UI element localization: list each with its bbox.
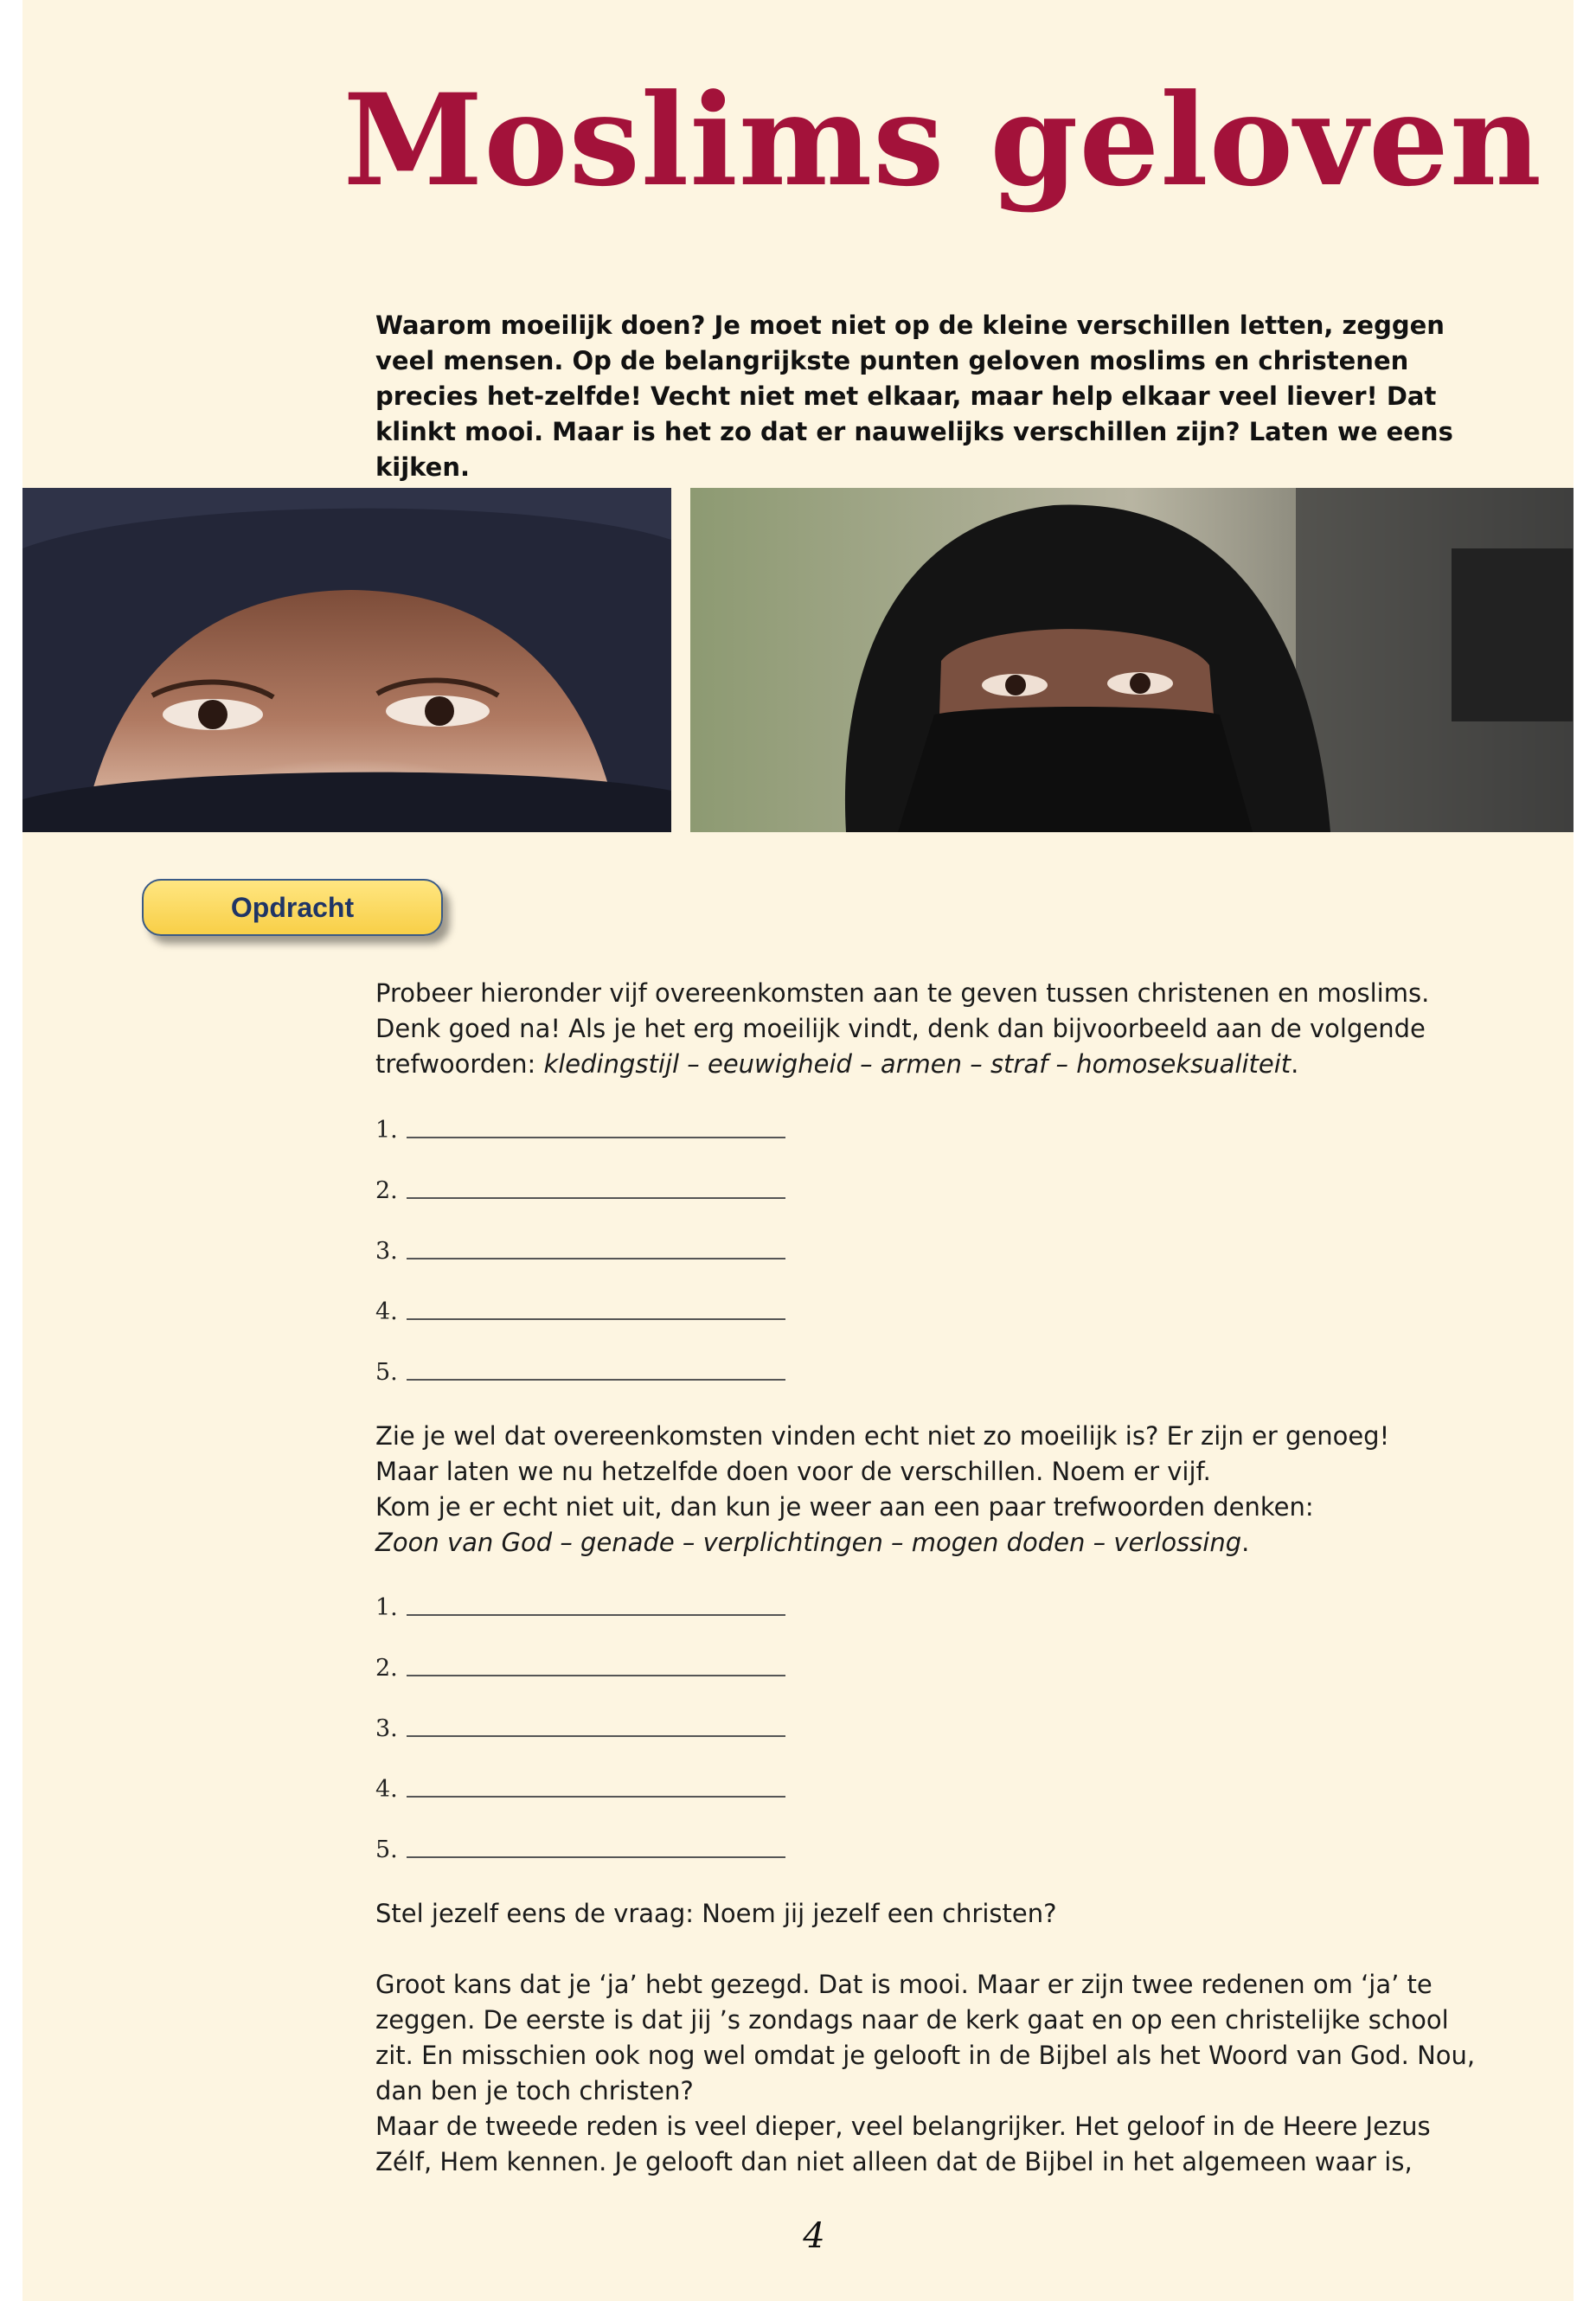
closing-p1: Groot kans dat je ‘ja’ hebt gezegd. Dat is mooi. Maar er zijn twee redenen om ‘ja’ te zeggen. De eerste is dat jij ’s zondags naar de kerk gaat en op een christelijke school zit. En misschien ook nog wel omdat je gelooft in de Bijbel als het Woord van God. Nou, dan ben je toch christen? bbox=[375, 1970, 1476, 2106]
intro-paragraph: Waarom moeilijk doen? Je moet niet op de kleine verschillen letten, zeggen veel mensen. Op de belangrijkste punten geloven moslims en christenen precies het-zelfde! Vecht niet met elkaar, maar help elkaar veel liever! Dat klinkt mooi. Maar is het zo dat er nauwelijks verschillen zijn? Laten we eens kijken. bbox=[375, 311, 1453, 482]
woman-niqab-photo bbox=[690, 488, 1574, 832]
answer-line[interactable] bbox=[407, 1796, 785, 1798]
similarities-list bbox=[375, 1081, 808, 1384]
answer-line[interactable] bbox=[407, 1137, 785, 1138]
list-item[interactable] bbox=[375, 1740, 808, 1801]
list-item[interactable] bbox=[375, 1142, 808, 1202]
list-item[interactable] bbox=[375, 1263, 808, 1324]
section2-line1: Zie je wel dat overeenkomsten vinden echt niet zo moeilijk is? Er zijn er genoeg! bbox=[375, 1421, 1390, 1451]
closing-p2: Maar de tweede reden is veel dieper, veel belangrijker. Het geloof in de Heere Jezus Zélf, Hem kennen. Je gelooft dan niet alleen dat de Bijbel in het algemeen waar is, bbox=[375, 2112, 1431, 2176]
answer-line[interactable] bbox=[407, 1675, 785, 1676]
list-item[interactable] bbox=[375, 1680, 808, 1740]
answer-line[interactable] bbox=[407, 1735, 785, 1737]
section2-end: . bbox=[1241, 1528, 1250, 1557]
section2-line2: Maar laten we nu hetzelfde doen voor de verschillen. Noem er vijf. bbox=[375, 1457, 1211, 1486]
list-item[interactable] bbox=[375, 1559, 808, 1619]
list-item[interactable] bbox=[375, 1081, 808, 1142]
closing-paragraph bbox=[375, 1967, 1491, 2180]
answer-line[interactable] bbox=[407, 1258, 785, 1259]
item-number: 4. bbox=[375, 1776, 398, 1803]
assignment-badge: Opdracht bbox=[142, 879, 443, 936]
question-paragraph: Stel jezelf eens de vraag: Noem jij jezelf een christen? bbox=[375, 1899, 1057, 1928]
section2-line3: Kom je er echt niet uit, dan kun je weer aan een paar trefwoorden denken: bbox=[375, 1492, 1314, 1522]
item-number: 1. bbox=[375, 1117, 398, 1144]
item-number: 1. bbox=[375, 1594, 398, 1621]
page-number: 4 bbox=[803, 2216, 825, 2256]
woman-eyes-veil-photo bbox=[22, 488, 671, 832]
answer-line[interactable] bbox=[407, 1614, 785, 1616]
item-number: 2. bbox=[375, 1655, 398, 1682]
differences-list bbox=[375, 1559, 808, 1862]
item-number: 3. bbox=[375, 1238, 398, 1265]
section1-text: Probeer hieronder vijf overeenkomsten aan te geven tussen christenen en moslims. Denk goed na! Als je het erg moeilijk vindt, denk dan bijvoorbeeld aan de volgende trefwoorden: bbox=[375, 978, 1430, 1079]
answer-line[interactable] bbox=[407, 1856, 785, 1858]
item-number: 3. bbox=[375, 1715, 398, 1742]
list-item[interactable] bbox=[375, 1202, 808, 1263]
section2-paragraph bbox=[375, 1419, 1491, 1561]
section1-keywords: kledingstijl – eeuwigheid – armen – straf – homoseksualiteit bbox=[543, 1049, 1292, 1079]
section1-paragraph bbox=[375, 976, 1491, 1082]
page bbox=[22, 0, 1574, 2301]
answer-line[interactable] bbox=[407, 1197, 785, 1199]
page-title: Moslims geloven bbox=[343, 67, 1542, 215]
list-item[interactable] bbox=[375, 1619, 808, 1680]
answer-line[interactable] bbox=[407, 1379, 785, 1381]
item-number: 5. bbox=[375, 1359, 398, 1386]
section2-keywords: Zoon van God – genade – verplichtingen – mogen doden – verlossing bbox=[375, 1528, 1242, 1557]
answer-line[interactable] bbox=[407, 1318, 785, 1320]
item-number: 2. bbox=[375, 1177, 398, 1204]
section2-keywords-line bbox=[375, 1525, 1491, 1561]
list-item[interactable] bbox=[375, 1801, 808, 1862]
section1-end: . bbox=[1291, 1049, 1299, 1079]
list-item[interactable] bbox=[375, 1324, 808, 1384]
item-number: 4. bbox=[375, 1298, 398, 1325]
item-number: 5. bbox=[375, 1836, 398, 1863]
